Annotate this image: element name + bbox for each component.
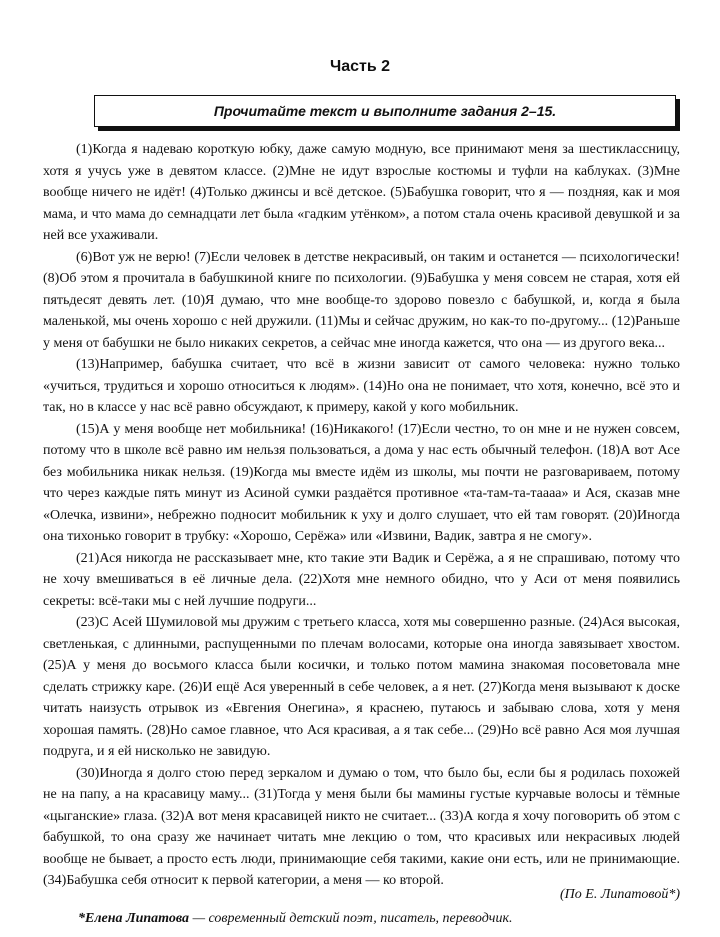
task-instruction-box (94, 95, 676, 127)
paragraph-2: (6)Вот уж не верю! (7)Если человек в детстве некрасивый, он таким и останется — психологически! (8)Об этом я прочитала в бабушкиной книге по психологии. (9)Бабушка у меня совсем не старая, хотя ей пятьдесят девять лет. (10)Я думаю, что мне вообще-то здорово повезло с бабушкой, и, когда я была маленькой, мы очень хорошо с ней дружили. (11)Мы и сейчас дружим, но как-то по-другому... (12)Раньше у меня от бабушки не было никаких секретов, а сейчас мне иногда кажется, что она — из другого века... (43, 249, 680, 351)
paragraph-4: (15)А у меня вообще нет мобильника! (16)Никакого! (17)Если честно, то он мне и не нужен совсем, потому что в школе всё равно им нельзя пользоваться, а дома у нас есть обычный телефон. (18)А вот Асе без мобильника никак нельзя. (19)Когда мы вместе идём из школы, мы почти не разговариваем, потому что через каждые пять минут из Асиной сумки раздаётся противное «та-там-та-тааaa» и Ася, сказав мне «Олечка, извини», небрежно подносит мобильник к уху и долго слушает, что ей там говорят. (20)Иногда она тихонько говорит в трубку: «Хорошо, Серёжа» или «Извини, Вадик, завтра я не смогу». (43, 421, 680, 544)
part-heading: Часть 2 (329, 58, 391, 75)
paragraph-7: (30)Иногда я долго стою перед зеркалом и думаю о том, что было бы, если бы я родилась похожей не на папу, а на красавицу маму... (31)Тогда у меня были бы мамины густые курчавые волосы и тёмные «цыганские» глаза. (32)А вот меня красавицей никто не считает... (33)А когда я хочу поговорить об этом с бабушкой, то она сразу же начинает читать мне лекцию о том, что красивых или некрасивых людей вообще не бывает, а просто есть люди, принимающие себя такими, какие они есть, или не принимающие. (34)Бабушка себя относит к первой категории, а меня — ко второй. (43, 765, 680, 888)
reading-text (43, 139, 680, 892)
paragraph-6: (23)С Асей Шумиловой мы дружим с третьего класса, хотя мы совершенно разные. (24)Ася высокая, светленькая, с длинными, распущенными по плечам волосами, которые она иногда завязывает хвостом. (25)А у меня до восьмого класса были косички, и только потом мамина знакомая посоветовала мне сделать стрижку каре. (26)И ещё Ася уверенный в себе человек, а я нет. (27)Когда меня вызывают к доске читать наизусть отрывок из «Евгения Онегина», я краснею, путаюсь и забываю слова, хотя у меня хорошая память. (28)Но самое главное, что Ася красивая, а я так себе... (29)Но всё равно Ася моя лучшая подруга, и я ей нисколько не завидую. (43, 615, 680, 759)
footnote-text: — современный детский поэт, писатель, переводчик. (189, 911, 513, 926)
source-attribution: (По Е. Липатовой*) (560, 887, 680, 902)
task-instruction: Прочитайте текст и выполните задания 2–15. (213, 103, 557, 119)
author-footnote (78, 911, 513, 927)
paragraph-1: (1)Когда я надеваю короткую юбку, даже самую модную, все принимают меня за шестиклассницу, хотя я учусь уже в девятом классе. (2)Мне не идут взрослые костюмы и туфли на каблуках. (3)Мне вообще ничего не идёт! (4)Только джинсы и всё детское. (5)Бабушка говорит, что я — поздняя, как и моя мама, и что мама до семнадцати лет была «гадким утёнком», а потом стала очень красивой девушкой и за ней все ухаживали. (43, 142, 680, 243)
paragraph-3: (13)Например, бабушка считает, что всё в жизни зависит от самого человека: нужно только «учиться, трудиться и хорошо относиться к людям». (14)Но она не понимает, что хотя, конечно, всё это и так, но в классе у нас всё равно обсуждают, к примеру, какой у кого мобильник. (43, 357, 680, 415)
footnote-author-name: *Елена Липатова (78, 911, 190, 926)
paragraph-5: (21)Ася никогда не рассказывает мне, кто такие эти Вадик и Серёжа, а я не спрашиваю, потому что не хочу вмешиваться в её личные дела. (22)Хотя мне немного обидно, что у Аси от меня появились секреты: всё-таки мы с ней лучшие подруги... (43, 550, 680, 609)
